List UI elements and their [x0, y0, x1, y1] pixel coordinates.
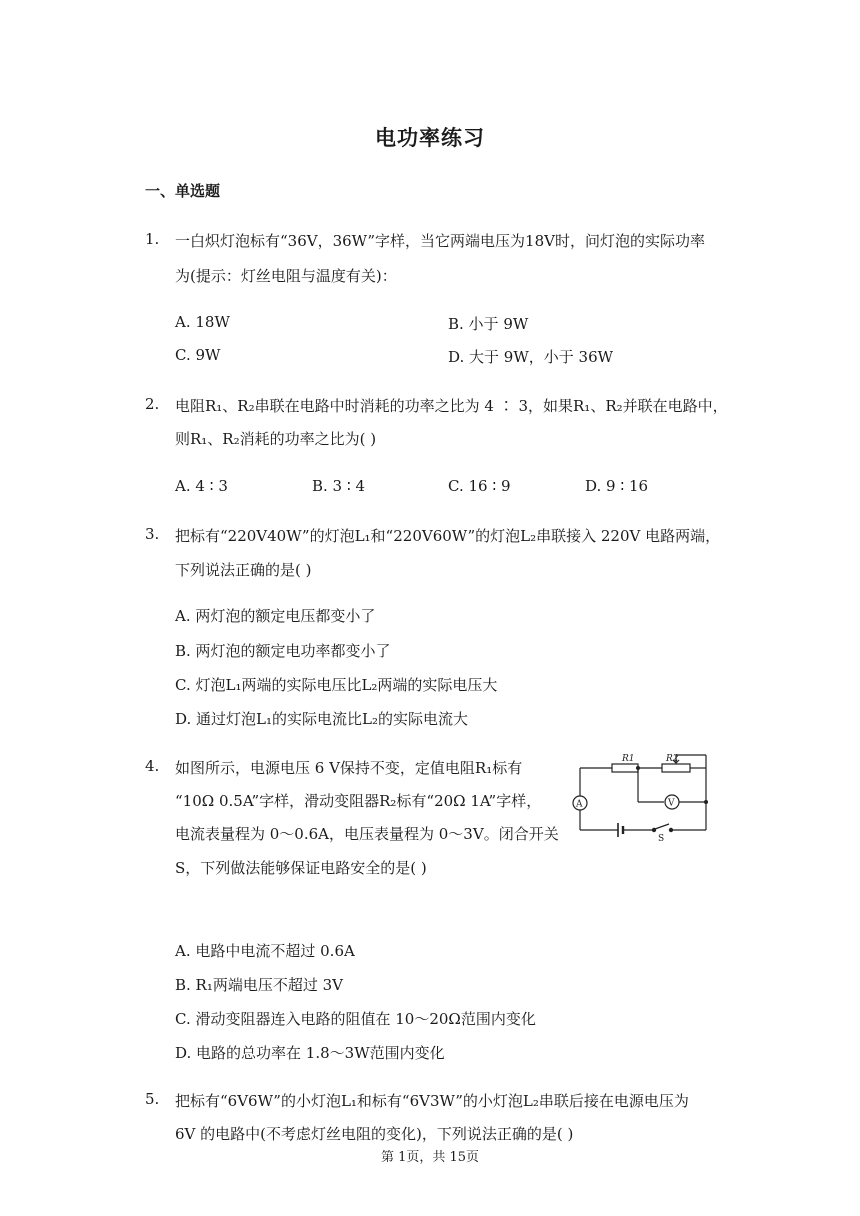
question-3-option-a: A. 两灯泡的额定电压都变小了 — [175, 607, 376, 625]
circuit-diagram — [570, 750, 718, 842]
label-ammeter: A — [576, 799, 583, 810]
question-1-option-a: A. 18W — [175, 313, 230, 331]
question-4-option-b: B. R₁两端电压不超过 3V — [175, 976, 344, 994]
question-4-line-2: “10Ω 0.5A”字样，滑动变阻器R₂标有“20Ω 1A”字样， — [175, 792, 542, 810]
question-1-option-c: C. 9W — [175, 346, 221, 364]
question-5-line-2: 6V 的电路中(不考虑灯丝电阻的变化)，下列说法正确的是( ) — [175, 1125, 574, 1143]
label-switch: S — [658, 834, 665, 842]
question-2-option-d: D. 9 ∶ 16 — [585, 477, 649, 495]
question-4-line-1: 如图所示，电源电压 6 V保持不变，定值电阻R₁标有 — [175, 759, 523, 777]
question-2-option-c: C. 16 ∶ 9 — [448, 477, 511, 495]
question-2-number: 2. — [145, 395, 160, 413]
question-3-option-b: B. 两灯泡的额定电功率都变小了 — [175, 642, 391, 660]
question-4-option-c: C. 滑动变阻器连入电路的阻值在 10～20Ω范围内变化 — [175, 1010, 536, 1028]
question-1-number: 1. — [145, 230, 160, 248]
question-3-option-d: D. 通过灯泡L₁的实际电流比L₂的实际电流大 — [175, 710, 468, 728]
question-4-number: 4. — [145, 757, 160, 775]
question-3-option-c: C. 灯泡L₁两端的实际电压比L₂两端的实际电压大 — [175, 676, 498, 694]
question-2-option-b: B. 3 ∶ 4 — [312, 477, 366, 495]
label-voltmeter: V — [668, 798, 675, 809]
label-r2: R2 — [666, 754, 679, 764]
question-4-option-a: A. 电路中电流不超过 0.6A — [175, 942, 355, 960]
question-2-line-2: 则R₁、R₂消耗的功率之比为( ) — [175, 430, 377, 448]
question-5-number: 5. — [145, 1090, 160, 1108]
question-3-number: 3. — [145, 525, 160, 543]
page-footer: 第 1页，共 15页 — [380, 1150, 480, 1165]
resistor-r2 — [662, 764, 690, 772]
label-r1: R1 — [622, 754, 635, 764]
question-5-line-1: 把标有“6V6W”的小灯泡L₁和标有“6V3W”的小灯泡L₂串联后接在电源电压为 — [175, 1092, 689, 1110]
section-heading: 一、单选题 — [145, 182, 221, 200]
resistor-r1 — [612, 764, 638, 772]
question-1-option-b: B. 小于 9W — [448, 315, 529, 333]
question-4-option-d: D. 电路的总功率在 1.8～3W范围内变化 — [175, 1044, 445, 1062]
question-1-option-d: D. 大于 9W，小于 36W — [448, 348, 614, 366]
question-2-line-1: 电阻R₁、R₂串联在电路中时消耗的功率之比为 4 ∶ 3，如果R₁、R₂并联在电路中， — [175, 397, 728, 415]
question-3-line-2: 下列说法正确的是( ) — [175, 561, 312, 579]
question-2-option-a: A. 4 ∶ 3 — [175, 477, 228, 495]
question-4-line-4: S，下列做法能够保证电路安全的是( ) — [175, 859, 427, 877]
page-title: 电功率练习 — [375, 126, 485, 150]
question-3-line-1: 把标有“220V40W”的灯泡L₁和“220V60W”的灯泡L₂串联接入 220V 电路两端， — [175, 527, 721, 545]
question-1-line-1: 一白炽灯泡标有“36V，36W”字样，当它两端电压为18V时，问灯泡的实际功率 — [175, 232, 705, 250]
question-4-line-3: 电流表量程为 0～0.6A，电压表量程为 0～3V。闭合开关 — [175, 825, 559, 843]
question-1-line-2: 为(提示：灯丝电阻与温度有关)： — [175, 267, 397, 285]
